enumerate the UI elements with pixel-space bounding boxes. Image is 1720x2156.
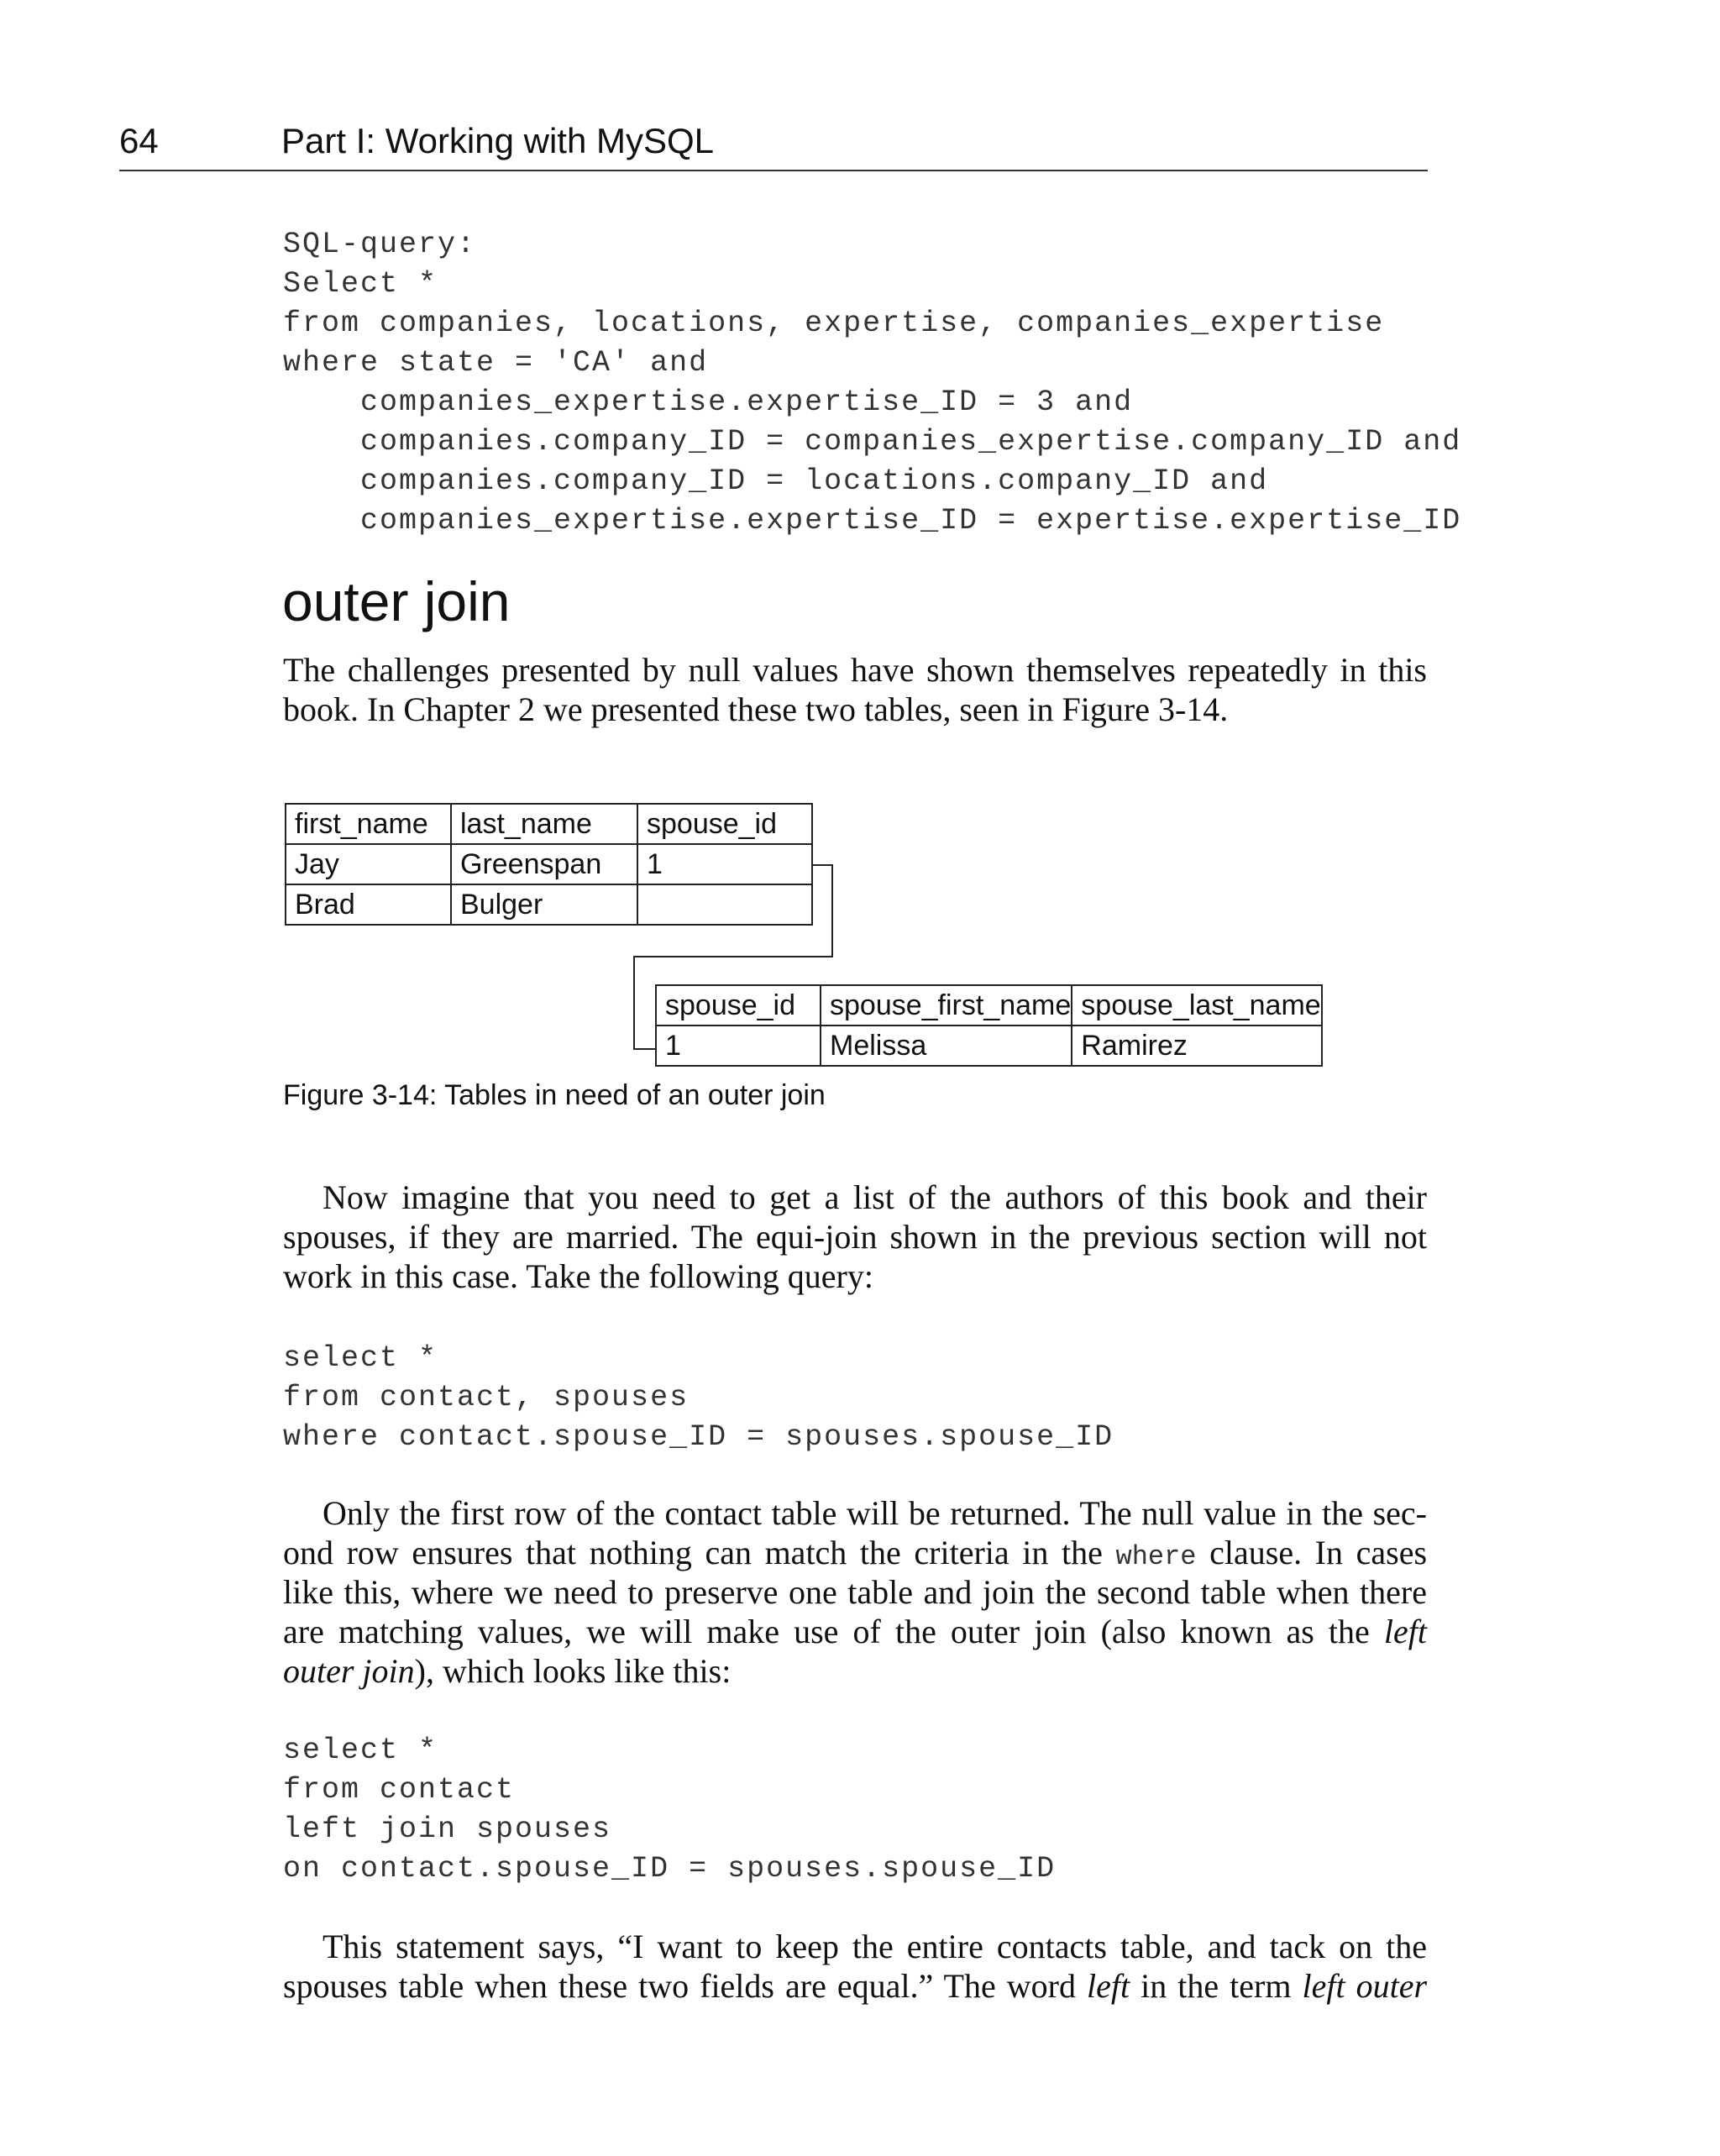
paragraph-3 [283, 1493, 1427, 1691]
spouses-table [655, 984, 1323, 1067]
code-line: on contact.spouse_ID = spouses.spouse_ID [283, 1852, 1057, 1886]
paragraph-2 [283, 1178, 1427, 1296]
text-run: clause. In cases [1209, 1534, 1428, 1571]
italic-term: left outer [1302, 1967, 1428, 2005]
text-run: ), which looks like this: [414, 1652, 732, 1690]
text-run: ond row ensures that nothing can match the criteria in the [283, 1534, 1103, 1571]
code-block-3 [283, 1731, 1056, 1889]
code-line: companies.company_ID = locations.company_ID and [283, 464, 1269, 498]
table-cell: Bulger [451, 884, 637, 925]
code-line: companies_expertise.expertise_ID = expertise.expertise_ID [283, 504, 1462, 538]
code-line: left join spouses [283, 1812, 612, 1846]
table-row [656, 1026, 1322, 1066]
text-run: in the term [1141, 1967, 1292, 2005]
table-cell: Jay [286, 844, 451, 884]
text-run: spouses table when these two fields are equal.” The word [283, 1967, 1076, 2005]
section-heading: outer join [282, 570, 511, 632]
code-line: from contact [283, 1773, 516, 1807]
code-line: select * [283, 1341, 438, 1375]
italic-term: left [1087, 1967, 1130, 2005]
italic-term: left [1383, 1613, 1427, 1650]
table-header-cell: spouse_last_name [1072, 985, 1321, 1026]
table-cell: 1 [656, 1026, 821, 1066]
text-line: book. In Chapter 2 we presented these two tables, seen in Figure 3-14. [283, 690, 1229, 728]
table-cell: Brad [286, 884, 451, 925]
table-header-cell: spouse_id [637, 804, 812, 844]
italic-term: outer join [283, 1652, 415, 1690]
table-header-row [656, 985, 1322, 1026]
code-line: from companies, locations, expertise, companies_expertise [283, 307, 1385, 340]
figure-caption: Figure 3-14: Tables in need of an outer join [283, 1079, 826, 1111]
code-line: where state = 'CA' and [283, 346, 709, 380]
paragraph-4 [283, 1927, 1427, 2006]
text-line: Only the first row of the contact table will be returned. The null value in the sec- [322, 1494, 1427, 1532]
code-line: companies_expertise.expertise_ID = 3 and [283, 386, 1134, 419]
text-line: like this, where we need to preserve one table and join the second table when there [283, 1573, 1427, 1611]
code-line: companies.company_ID = companies_expertise.company_ID and [283, 425, 1462, 459]
text-line: spouses, if they are married. The equi-join shown in the previous section will not [283, 1218, 1427, 1256]
text-line [283, 1533, 1427, 1572]
text-line: The challenges presented by null values have shown themselves repeatedly in this [283, 651, 1427, 689]
table-header-cell: last_name [451, 804, 637, 844]
text-line [283, 1612, 1427, 1651]
table-header-cell: spouse_first_name [821, 985, 1072, 1026]
table-header-cell: first_name [286, 804, 451, 844]
text-run: are matching values, we will make use of the outer join (also known as the [283, 1613, 1370, 1650]
code-line: SQL-query: [283, 228, 477, 261]
text-line: This statement says, “I want to keep the entire contacts table, and tack on the [322, 1928, 1427, 1965]
table-header-cell: spouse_id [656, 985, 821, 1026]
code-line: Select * [283, 267, 438, 301]
table-cell: Ramirez [1072, 1026, 1321, 1066]
part-title: Part I: Working with MySQL [281, 121, 715, 160]
code-block-2 [283, 1339, 1114, 1457]
code-line: from contact, spouses [283, 1381, 690, 1414]
table-cell: Greenspan [451, 844, 637, 884]
text-line [283, 1966, 1427, 2006]
code-line: select * [283, 1734, 438, 1767]
page-number: 64 [119, 121, 159, 160]
text-line [283, 1651, 1427, 1691]
text-line: work in this case. Take the following query: [283, 1257, 873, 1295]
table-cell: Melissa [821, 1026, 1072, 1066]
table-cell: 1 [637, 844, 812, 884]
text-line: Now imagine that you need to get a list of the authors of this book and their [322, 1178, 1427, 1216]
code-line: where contact.spouse_ID = spouses.spouse_ID [283, 1420, 1114, 1454]
inline-code: where [1115, 1541, 1197, 1572]
